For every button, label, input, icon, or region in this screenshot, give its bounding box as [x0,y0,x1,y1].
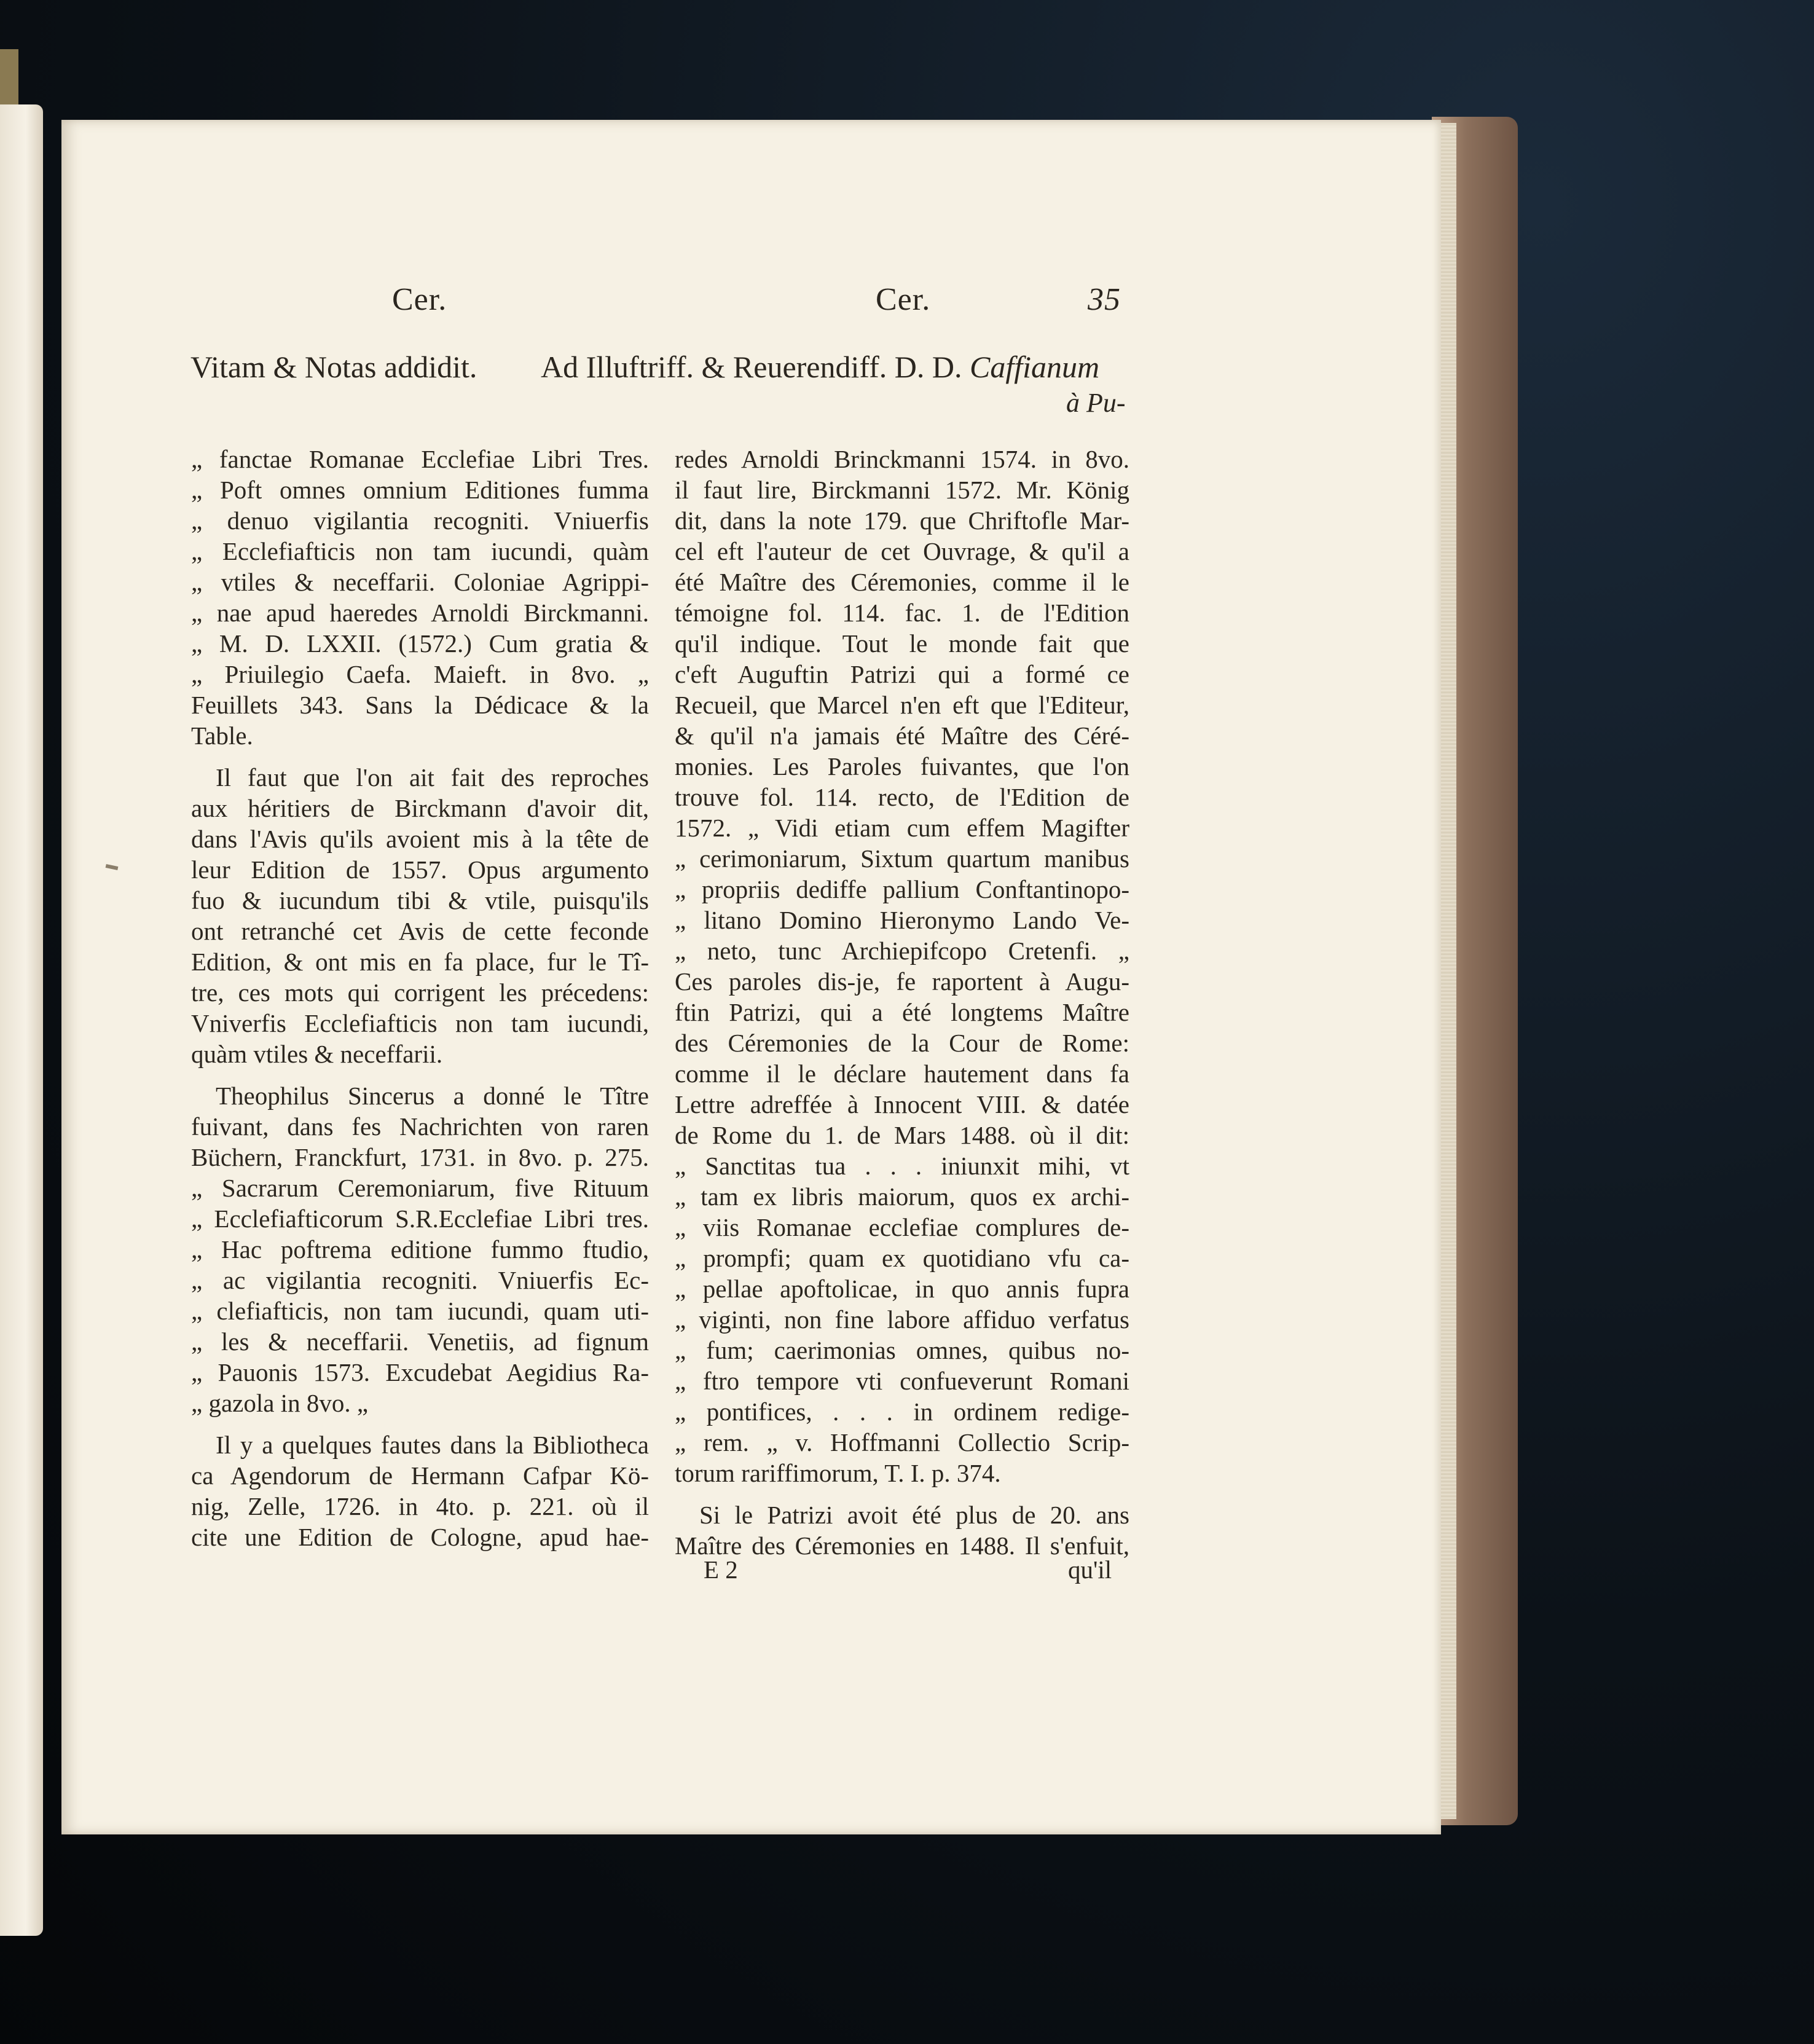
text-line: „ fanctae Romanae Ecclefiae Libri Tres. [191,445,649,473]
text-line: ca Agendorum de Hermann Cafpar Kö- [191,1461,649,1490]
catchword: qu'il [1068,1555,1112,1584]
text-line: „ Hac poftrema editione fummo ftudio, [191,1235,649,1264]
text-line: torum rariffimorum, T. I. p. 374. [675,1459,1001,1487]
text-line: Vniverfis Ecclefiafticis non tam iucundi, [191,1009,649,1037]
text-line: Il y a quelques fautes dans la Bibliotheca [216,1431,649,1459]
text-line: ftin Patrizi, qui a été longtems Maître [675,998,1129,1026]
text-line: leur Edition de 1557. Opus argumento [191,855,649,884]
carryover-right-tail: à Pu- [1066,388,1126,418]
text-line: Il faut que l'on ait fait des reproches [216,763,649,792]
text-line: Si le Patrizi avoit été plus de 20. ans [699,1501,1129,1529]
text-line: „ vtiles & neceffarii. Coloniae Agrippi- [191,568,649,596]
text-line: „ ac vigilantia recogniti. Vniuerfis Ec- [191,1266,649,1294]
text-line: tre, ces mots qui corrigent les précedens: [191,978,649,1007]
text-line: fuo & iucundum tibi & vtile, puisqu'ils [191,886,649,914]
text-line: Table. [191,721,253,750]
text-line: il faut lire, Birckmanni 1572. Mr. König [675,476,1129,504]
text-line: „ les & neceffarii. Venetiis, ad fignum [191,1327,649,1356]
text-line: „ cerimoniarum, Sixtum quartum manibus [675,844,1129,873]
text-line: „ gazola in 8vo. „ [191,1389,369,1417]
paragraph-gap [191,1418,649,1429]
paragraph-gap [191,751,649,762]
text-line: ont retranché cet Avis de cette feconde [191,917,649,945]
text-line: „ Ecclefiafticis non tam iucundi, quàm [191,537,649,565]
text-line: „ viis Romanae ecclefiae complures de- [675,1213,1129,1241]
text-line: „ ftro tempore vti confueverunt Romani [675,1367,1129,1395]
text-line: trouve fol. 114. recto, de l'Edition de [675,783,1129,811]
text-line: „ Pauonis 1573. Excudebat Aegidius Ra- [191,1358,649,1386]
text-line: Feuillets 343. Sans la Dédicace & la [191,691,649,719]
text-line: monies. Les Paroles fuivantes, que l'on [675,752,1129,780]
text-line: „ Ecclefiafticorum S.R.Ecclefiae Libri tres. [191,1205,649,1233]
left-text-column [191,444,649,1552]
text-line: Lettre adreffée à Innocent VIII. & datée [675,1090,1129,1118]
text-line: „ pontifices, . . . in ordinem redige- [675,1397,1129,1426]
text-line: „ denuo vigilantia recogniti. Vniuerfis [191,506,649,535]
carryover-right [541,349,1099,385]
carryover-right-italic: Caffianum [970,350,1100,384]
text-line: cel eft l'auteur de cet Ouvrage, & qu'il a [675,537,1129,565]
text-line: Theophilus Sincerus a donné le Tître [216,1082,649,1110]
text-line: 1572. „ Vidi etiam cum effem Magifter [675,814,1129,842]
text-line: comme il le déclare hautement dans fa [675,1059,1129,1088]
page-number: 35 [1088,282,1121,317]
paragraph-gap [191,1069,649,1080]
text-line: de Rome du 1. de Mars 1488. où il dit: [675,1121,1129,1149]
text-line: „ clefiafticis, non tam iucundi, quam uti- [191,1297,649,1325]
text-line: Edition, & ont mis en fa place, fur le Tî- [191,948,649,976]
text-line: „ Sacrarum Ceremoniarum, five Rituum [191,1174,649,1202]
text-line: nig, Zelle, 1726. in 4to. p. 221. où il [191,1492,649,1520]
text-line: „ neto, tunc Archiepifcopo Cretenfi. „ [675,937,1129,965]
text-line: „ M. D. LXXII. (1572.) Cum gratia & [191,629,649,658]
text-line: & qu'il n'a jamais été Maître des Céré- [675,721,1129,750]
text-line: dit, dans la note 179. que Chriftofle Mar- [675,506,1129,535]
text-line: „ viginti, non fine labore affiduo verfatus [675,1305,1129,1334]
text-line: „ pellae apoftolicae, in quo annis fupra [675,1275,1129,1303]
text-line: „ Poft omnes omnium Editiones fumma [191,476,649,504]
facing-page-edge [0,104,43,1936]
text-line: „ litano Domino Hieronymo Lando Ve- [675,906,1129,934]
text-line: dans l'Avis qu'ils avoient mis à la tête de [191,825,649,853]
text-line: des Céremonies de la Cour de Rome: [675,1029,1129,1057]
right-text-column [675,444,1129,1561]
text-line: Ces paroles dis-je, fe raportent à Augu- [675,967,1129,996]
running-head-left: Cer. [392,282,447,317]
text-line: témoigne fol. 114. fac. 1. de l'Edition [675,599,1129,627]
running-head-center: Cer. [876,282,931,317]
text-line: aux héritiers de Birckmann d'avoir dit, [191,794,649,822]
text-line: Büchern, Franckfurt, 1731. in 8vo. p. 275. [191,1143,649,1171]
text-line: „ rem. „ v. Hoffmanni Collectio Scrip- [675,1428,1129,1456]
text-line: qu'il indique. Tout le monde fait que [675,629,1129,658]
text-line: „ Sanctitas tua . . . iniunxit mihi, vt [675,1152,1129,1180]
text-line: „ fum; caerimonias omnes, quibus no- [675,1336,1129,1364]
text-line: c'eft Auguftin Patrizi qui a formé ce [675,660,1129,688]
text-line: fuivant, dans fes Nachrichten von raren [191,1112,649,1141]
text-line: „ prompfi; quam ex quotidiano vfu ca- [675,1244,1129,1272]
text-line: été Maître des Céremonies, comme il le [675,568,1129,596]
paragraph-gap [675,1488,1129,1500]
text-line: „ tam ex libris maiorum, quos ex archi- [675,1182,1129,1211]
text-line: cite une Edition de Cologne, apud hae- [191,1523,649,1551]
text-line: Recueil, que Marcel n'en eft que l'Editeur, [675,691,1129,719]
carryover-left: Vitam & Notas addidit. [190,350,477,384]
text-line: „ nae apud haeredes Arnoldi Birckmanni. [191,599,649,627]
text-line: quàm vtiles & neceffarii. [191,1040,443,1068]
text-line: redes Arnoldi Brinckmanni 1574. in 8vo. [675,445,1129,473]
signature-mark: E 2 [704,1555,738,1584]
carryover-right-text: Ad Illuftriff. & Reuerendiff. D. D. [541,350,962,384]
text-line: „ Priuilegio Caefa. Maieft. in 8vo. „ [191,660,649,688]
text-line: „ propriis dediffe pallium Conftantinopo- [675,875,1129,903]
text-line: Maître des Céremonies en 1488. Il s'enfuit, [675,1531,1129,1560]
